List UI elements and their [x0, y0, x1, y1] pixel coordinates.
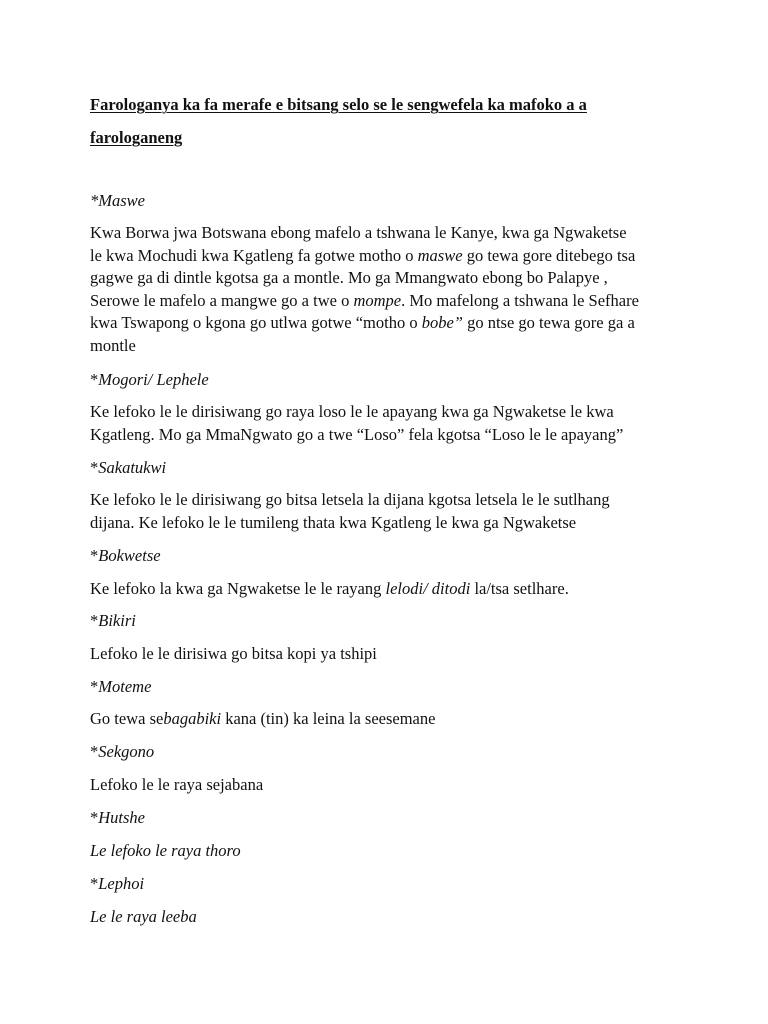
entry-body	[90, 708, 690, 731]
entry-body	[90, 906, 690, 929]
entry-heading: *Mogori/ Lephele	[90, 370, 209, 389]
document-title-line-2: farologaneng	[90, 128, 183, 147]
entry-term: Hutshe	[98, 808, 145, 827]
entry-term: Maswe	[98, 191, 145, 210]
body-line: kwa Tswapong o kgona go utlwa gotwe “motho o bobe” go ntse go tewa gore ga a	[90, 313, 635, 332]
entry-body	[90, 401, 690, 446]
body-line: Ke lefoko le le dirisiwang go raya loso le le apayang kwa ga Ngwaketse le kwa	[90, 402, 614, 421]
entry-body	[90, 840, 690, 863]
entry-term: Sakatukwi	[98, 458, 167, 477]
entry-body	[90, 643, 690, 666]
entry-term: Sekgono	[98, 742, 155, 761]
entry-body	[90, 578, 690, 601]
body-line: Lefoko le le raya sejabana	[90, 775, 264, 794]
entry-heading: *Sakatukwi	[90, 458, 167, 477]
body-line: Kgatleng. Mo ga MmaNgwato go a twe “Loso” fela kgotsa “Loso le le apayang”	[90, 424, 624, 444]
entry-heading: *Maswe	[90, 191, 145, 210]
entry-term: Bokwetse	[98, 546, 161, 565]
entry-heading: *Sekgono	[90, 742, 155, 761]
entry-heading: *Bikiri	[90, 611, 136, 630]
entry-heading: *Bokwetse	[90, 546, 161, 565]
entry-body	[90, 774, 690, 797]
document-title-line-1: Farologanya ka fa merafe e bitsang selo se le sengwefela ka mafoko a a	[90, 95, 587, 114]
entry-term: Moteme	[98, 677, 152, 696]
body-line: Le le raya leeba	[90, 907, 197, 926]
body-line: Ke lefoko le le dirisiwang go bitsa letsela la dijana kgotsa letsela le le sutlhang	[90, 490, 610, 509]
body-line: Ke lefoko la kwa ga Ngwaketse le le rayang lelodi/ ditodi la/tsa setlhare.	[90, 579, 569, 598]
entry-body	[90, 222, 690, 357]
body-line: gagwe ga di dintle kgotsa ga a montle. Mo ga Mmangwato ebong bo Palapye ,	[90, 268, 608, 287]
body-line: Lefoko le le dirisiwa go bitsa kopi ya tshipi	[90, 644, 377, 663]
body-line: Serowe le mafelo a mangwe go a twe o mompe. Mo mafelong a tshwana le Sefhare	[90, 290, 639, 310]
body-line: le kwa Mochudi kwa Kgatleng fa gotwe motho o maswe go tewa gore ditebego tsa	[90, 245, 636, 265]
body-line: Go tewa sebagabiki kana (tin) ka leina la seesemane	[90, 709, 436, 728]
entry-heading: *Lephoi	[90, 874, 145, 893]
body-line: Le lefoko le raya thoro	[90, 841, 241, 860]
entry-term: Lephoi	[98, 874, 145, 893]
body-line: Kwa Borwa jwa Botswana ebong mafelo a tshwana le Kanye, kwa ga Ngwaketse	[90, 223, 627, 242]
entry-body	[90, 489, 690, 534]
body-line: montle	[90, 335, 136, 355]
entry-term: Bikiri	[98, 611, 136, 630]
body-line: dijana. Ke lefoko le le tumileng thata kwa Kgatleng le kwa ga Ngwaketse	[90, 512, 577, 532]
entry-term: Mogori/ Lephele	[98, 370, 209, 389]
entry-heading: *Hutshe	[90, 808, 145, 827]
entry-heading: *Moteme	[90, 677, 152, 696]
